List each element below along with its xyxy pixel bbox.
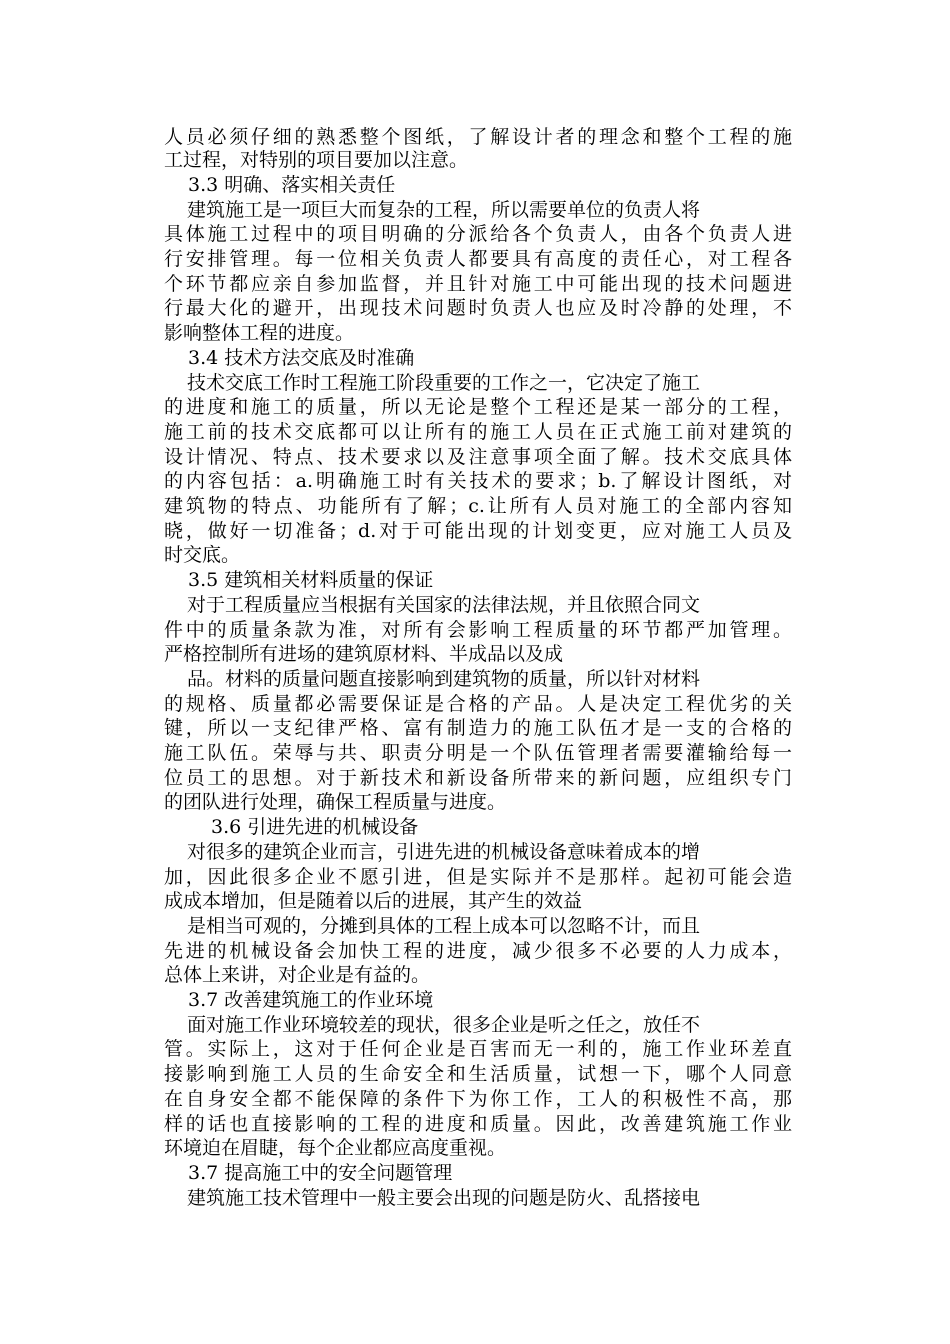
text-line: 先进的机械设备会加快工程的进度，减少很多不必要的人力成本， bbox=[164, 940, 792, 962]
text-line: 件中的质量条款为准，对所有会影响工程质量的环节都严加管理。 bbox=[164, 619, 792, 641]
text-line: 人员必须仔细的熟悉整个图纸，了解设计者的理念和整个工程的施 bbox=[164, 126, 792, 148]
text-line: 行安排管理。每一位相关负责人都要具有高度的责任心，对工程各 bbox=[164, 248, 792, 270]
text-line: 面对施工作业环境较差的现状，很多企业是听之任之，放任不 bbox=[187, 1014, 701, 1036]
text-line: 严格控制所有进场的建筑原材料、半成品以及成 bbox=[164, 643, 564, 665]
section-heading-3-7-safety: 3.7 提高施工中的安全问题管理 bbox=[188, 1162, 453, 1184]
text-line: 晓，做好一切准备；d.对于可能出现的计划变更，应对施工人员及 bbox=[164, 520, 792, 542]
text-line: 对于工程质量应当根据有关国家的法律法规，并且依照合同文 bbox=[187, 594, 701, 616]
text-line: 建筑物的特点、功能所有了解；c.让所有人员对施工的全部内容知 bbox=[164, 495, 792, 517]
text-line: 总体上来讲，对企业是有益的。 bbox=[164, 964, 431, 986]
text-line: 建筑施工是一项巨大而复杂的工程，所以需要单位的负责人将 bbox=[187, 199, 701, 221]
section-heading-3-7-environment: 3.7 改善建筑施工的作业环境 bbox=[188, 989, 434, 1011]
text-line: 设计情况、特点、技术要求以及注意事项全面了解。技术交底具体 bbox=[164, 446, 792, 468]
section-heading-3-3: 3.3 明确、落实相关责任 bbox=[188, 174, 396, 196]
section-heading-3-5: 3.5 建筑相关材料质量的保证 bbox=[188, 569, 434, 591]
text-line: 行最大化的避开，出现技术问题时负责人也应及时冷静的处理，不 bbox=[164, 297, 792, 319]
section-heading-3-6: 3.6 引进先进的机械设备 bbox=[211, 816, 419, 838]
text-line: 建筑施工技术管理中一般主要会出现的问题是防火、乱搭接电 bbox=[187, 1187, 701, 1209]
text-line: 成成本增加，但是随着以后的进展，其产生的效益 bbox=[164, 890, 583, 912]
text-line: 工过程，对特别的项目要加以注意。 bbox=[164, 149, 469, 171]
text-line: 环境迫在眉睫，每个企业都应高度重视。 bbox=[164, 1137, 507, 1159]
text-line: 品。材料的质量问题直接影响到建筑物的质量，所以针对材料 bbox=[187, 668, 701, 690]
text-line: 接影响到施工人员的生命安全和生活质量，试想一下，哪个人同意 bbox=[164, 1063, 792, 1085]
text-line: 的团队进行处理，确保工程质量与进度。 bbox=[164, 791, 507, 813]
text-line: 施工队伍。荣辱与共、职责分明是一个队伍管理者需要灌输给每一 bbox=[164, 742, 792, 764]
text-line: 样的话也直接影响的工程的进度和质量。因此，改善建筑施工作业 bbox=[164, 1113, 792, 1135]
text-line: 影响整体工程的进度。 bbox=[164, 322, 355, 344]
text-line: 对很多的建筑企业而言，引进先进的机械设备意味着成本的增 bbox=[187, 841, 701, 863]
text-line: 技术交底工作时工程施工阶段重要的工作之一，它决定了施工 bbox=[187, 372, 701, 394]
text-line: 具体施工过程中的项目明确的分派给各个负责人，由各个负责人进 bbox=[164, 223, 792, 245]
text-line: 个环节都应亲自参加监督，并且针对施工中可能出现的技术问题进 bbox=[164, 273, 792, 295]
text-line: 位员工的思想。对于新技术和新设备所带来的新问题，应组织专门 bbox=[164, 767, 792, 789]
text-line: 时交底。 bbox=[164, 544, 241, 566]
text-line: 的规格、质量都必需要保证是合格的产品。人是决定工程优劣的关 bbox=[164, 693, 792, 715]
text-line: 加，因此很多企业不愿引进，但是实际并不是那样。起初可能会造 bbox=[164, 866, 792, 888]
text-line: 键，所以一支纪律严格、富有制造力的施工队伍才是一支的合格的 bbox=[164, 717, 792, 739]
section-heading-3-4: 3.4 技术方法交底及时准确 bbox=[188, 347, 415, 369]
text-line: 在自身安全都不能保障的条件下为你工作，工人的积极性不高，那 bbox=[164, 1088, 792, 1110]
text-line: 的进度和施工的质量，所以无论是整个工程还是某一部分的工程， bbox=[164, 396, 792, 418]
text-line: 的内容包括：a.明确施工时有关技术的要求；b.了解设计图纸，对 bbox=[164, 470, 792, 492]
text-line: 是相当可观的，分摊到具体的工程上成本可以忽略不计，而且 bbox=[187, 915, 701, 937]
text-line: 施工前的技术交底都可以让所有的施工人员在正式施工前对建筑的 bbox=[164, 421, 792, 443]
text-line: 管。实际上，这对于任何企业是百害而无一利的，施工作业环差直 bbox=[164, 1038, 792, 1060]
